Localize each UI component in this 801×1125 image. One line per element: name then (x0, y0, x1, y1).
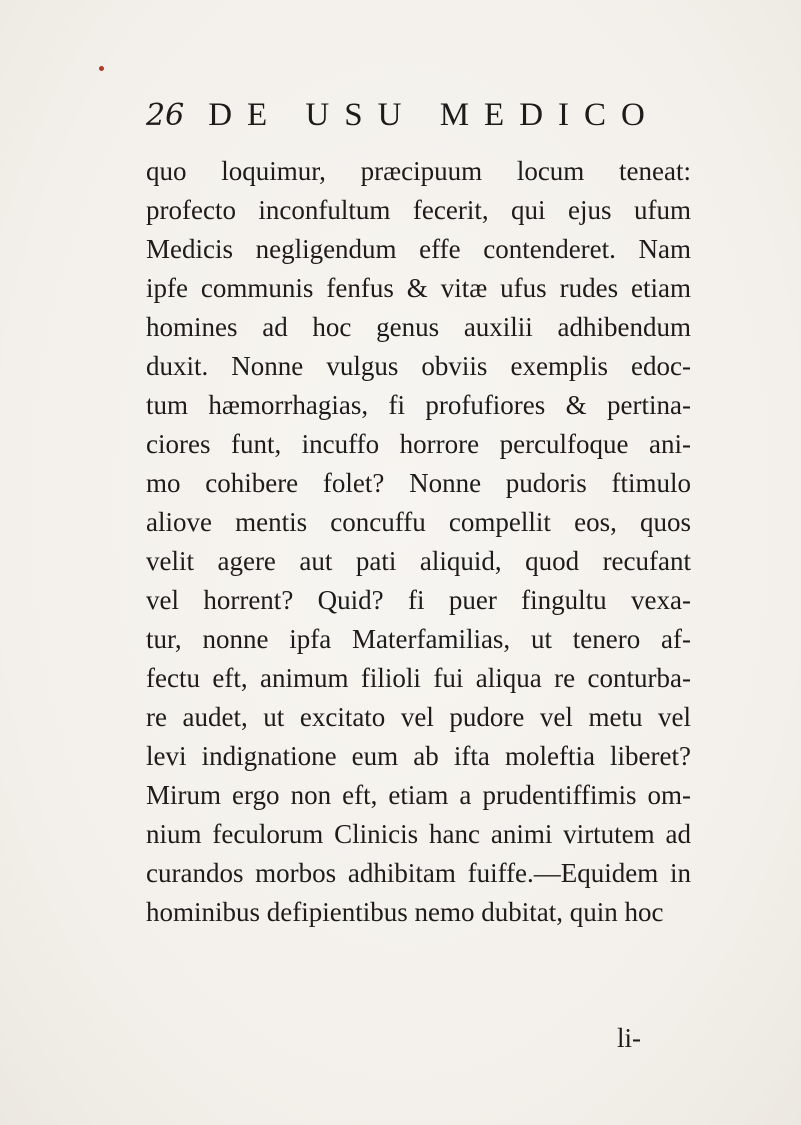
text-line: Mirum ergo non eft, etiam a prudentiffimis om- (146, 780, 691, 810)
text-line: homines ad hoc genus auxilii adhibendum (146, 312, 691, 342)
text-line: aliove mentis concuffu compellit eos, quos (146, 507, 691, 537)
text-line: velit agere aut pati aliquid, quod recufant (146, 546, 691, 576)
text-line: hominibus defipientibus nemo dubitat, quin hoc (146, 897, 664, 927)
text-line: curandos morbos adhibitam fuiffe.—Equidem in (146, 858, 691, 888)
text-line: nium feculorum Clinicis hanc animi virtutem ad (146, 819, 691, 849)
text-line: tur, nonne ipfa Materfamilias, ut tenero af- (146, 624, 691, 654)
text-line: profecto inconfultum fecerit, qui ejus ufum (146, 195, 691, 225)
text-line: mo cohibere folet? Nonne pudoris ftimulo (146, 468, 691, 498)
text-line: quo loquimur, præcipuum locum teneat: (146, 156, 691, 186)
text-line: fectu eft, animum filioli fui aliqua re conturba- (146, 663, 691, 693)
text-line: tum hæmorrhagias, fi profufiores & pertina- (146, 390, 691, 420)
text-line: ciores funt, incuffo horrore perculfoque ani- (146, 429, 691, 459)
text-line: Medicis negligendum effe contenderet. Nam (146, 234, 691, 264)
text-line: duxit. Nonne vulgus obviis exemplis edoc- (146, 351, 691, 381)
running-title: DE USU MEDICO (208, 97, 660, 133)
page-number: 26 (146, 98, 185, 133)
catchword: li- (617, 1023, 641, 1053)
ink-speck (99, 66, 104, 71)
running-head (146, 97, 686, 137)
text-line: ipfe communis fenfus & vitæ ufus rudes etiam (146, 273, 691, 303)
body-text (146, 152, 691, 932)
text-line: vel horrent? Quid? fi puer fingultu vexa- (146, 585, 691, 615)
text-line: re audet, ut excitato vel pudore vel metu vel (146, 702, 691, 732)
text-line: levi indignatione eum ab ifta moleftia liberet? (146, 741, 691, 771)
